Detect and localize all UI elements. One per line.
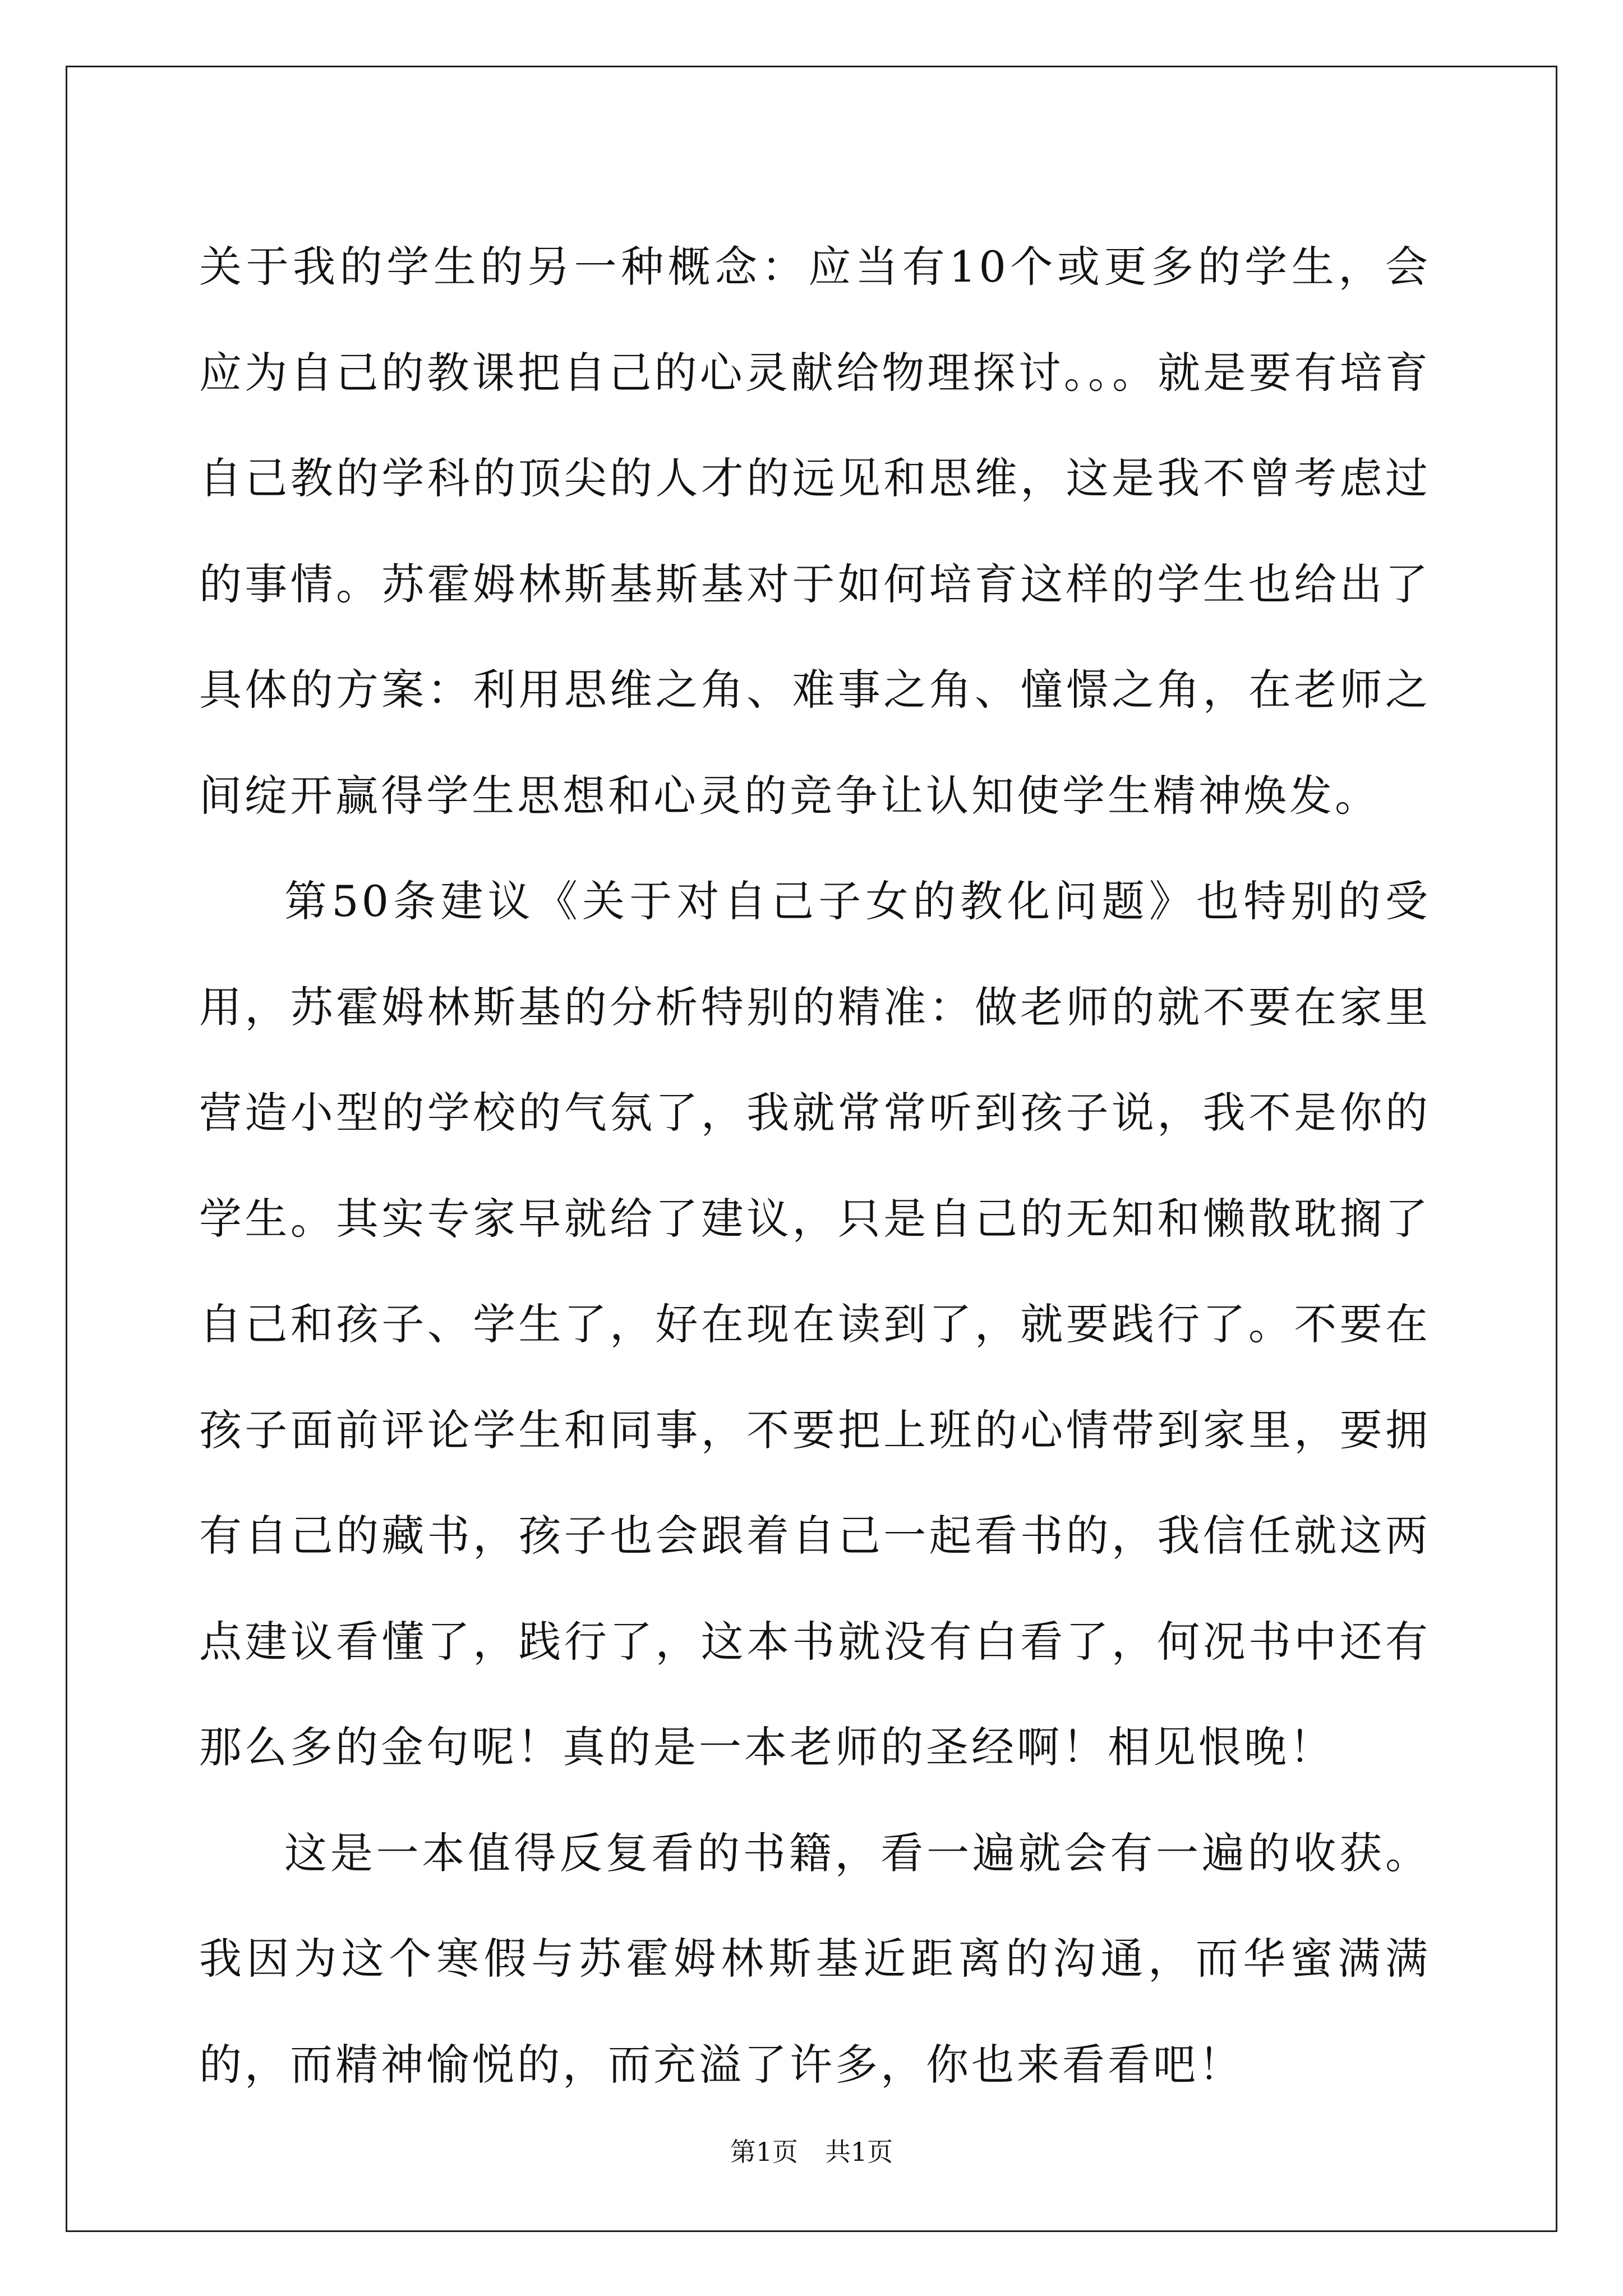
paragraph-2: 第50条建议《关于对自己子女的教化问题》也特别的受用，苏霍姆林斯基的分析特别的精准：做老师的就不要在家里营造小型的学校的气氛了，我就常常听到孩子说，我不是你的学生。其实专家早就给了建议，只是自己的无知和懒散耽搁了自己和孩子、学生了，好在现在读到了，就要践行了。不要在孩子面前评论学生和同事，不要把上班的心情带到家里，要拥有自己的藏书，孩子也会跟着自己一起看书的，我信任就这两点建议看懂了，践行了，这本书就没有白看了，何况书中还有那么多的金句呢！真的是一本老师的圣经啊！相见恨晚！: [199, 876, 1431, 1772]
paragraph-1: 关于我的学生的另一种概念：应当有10个或更多的学生，会应为自己的教课把自己的心灵献给物理探讨。。。就是要有培育自己教的学科的顶尖的人才的远见和思维，这是我不曾考虑过的事情。苏霍姆林斯基斯基对于如何培育这样的学生也给出了具体的方案：利用思维之角、难事之角、憧憬之角，在老师之间绽开赢得学生思想和心灵的竞争让认知使学生精神焕发。: [199, 242, 1431, 821]
page-number-current: 第1页: [730, 2137, 798, 2167]
page-number-total: 共1页: [825, 2137, 893, 2167]
document-body: [199, 214, 1431, 2118]
page-footer: [0, 2135, 1623, 2169]
paragraph-3: 这是一本值得反复看的书籍，看一遍就会有一遍的收获。我因为这个寒假与苏霍姆林斯基近距离的沟通，而华蜜满满的，而精神愉悦的，而充溢了许多，你也来看看吧！: [199, 1828, 1431, 2090]
